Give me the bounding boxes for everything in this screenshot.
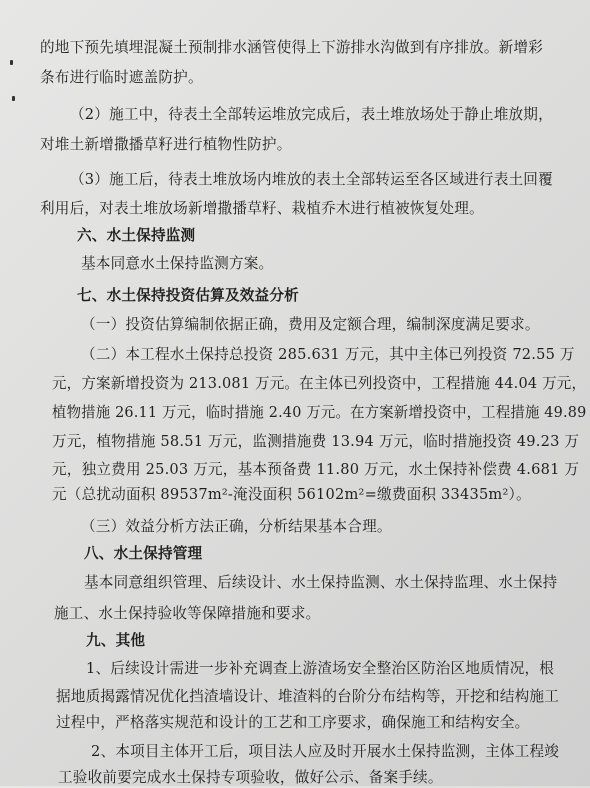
text-line: 1、后续设计需进一步补充调查上游渣场安全整治区防治区地质情况，根 (86, 660, 555, 677)
text-line: （一）投资估算编制依据正确，费用及定额合理，编制深度满足要求。 (81, 316, 540, 333)
text-line: 万元，植物措施 58.51 万元，监测措施费 13.94 万元，临时措施投资 49.23 万 (52, 433, 580, 450)
text-line: 对堆土新增撒播草籽进行植物性防护。 (40, 136, 292, 153)
text-line: 工验收前要完成水土保持专项验收，做好公示、备案手续。 (58, 769, 443, 786)
text-line: 的地下预先填埋混凝土预制排水涵管使得上下游排水沟做到有序排放。新增彩 (40, 39, 543, 56)
text-line: 植物措施 26.11 万元，临时措施 2.40 万元。在方案新增投资中，工程措施 49.89 (52, 404, 587, 421)
section-heading: 七、水土保持投资估算及效益分析 (77, 287, 299, 304)
text-line: 条布进行临时遮盖防护。 (40, 69, 203, 86)
text-line: 2、本项目主体开工后，项目法人应及时开展水土保持监测，主体工程竣 (91, 743, 560, 760)
text-line: 基本同意组织管理、后续设计、水土保持监测、水土保持监理、水土保持 (84, 574, 558, 591)
text-line: （3）施工后，待表土堆放场内堆放的表土全部转运至各区域进行表土回覆 (70, 171, 553, 188)
text-line: 施工、水土保持验收等保障措施和要求。 (54, 605, 321, 622)
section-heading: 九、其他 (86, 632, 146, 649)
text-line: （二）本工程水土保持总投资 285.631 万元，其中主体已列投资 72.55 万 (81, 346, 575, 363)
text-line: 利用后，对表土堆放场新增撒播草籽、栽植乔木进行植被恢复处理。 (40, 200, 484, 217)
scan-mark (12, 96, 15, 101)
text-line: 过程中，严格落实规范和设计的工艺和工序要求，确保施工和结构安全。 (56, 714, 530, 731)
scan-mark (10, 60, 13, 65)
text-line: 基本同意水土保持监测方案。 (81, 255, 274, 272)
text-line: （2）施工中，待表土全部转运堆放完成后，表土堆放场处于静止堆放期， (70, 106, 553, 123)
text-line: （三）效益分析方法正确，分析结果基本合理。 (81, 518, 392, 535)
text-line: 元（总扰动面积 89537m²-淹没面积 56102m²=缴费面积 33435m²）。 (52, 486, 531, 503)
text-line: 元，方案新增投资为 213.081 万元。在主体已列投资中，工程措施 44.04 万元， (52, 375, 587, 392)
text-line: 据地质揭露情况优化挡渣墙设计、堆渣料的台阶分布结构等，开挖和结构施工 (56, 688, 559, 705)
section-heading: 六、水土保持监测 (77, 227, 196, 244)
section-heading: 八、水土保持管理 (84, 545, 203, 562)
text-line: 元，独立费用 25.03 万元，基本预备费 11.80 万元，水土保持补偿费 4.681 万 (52, 461, 580, 478)
